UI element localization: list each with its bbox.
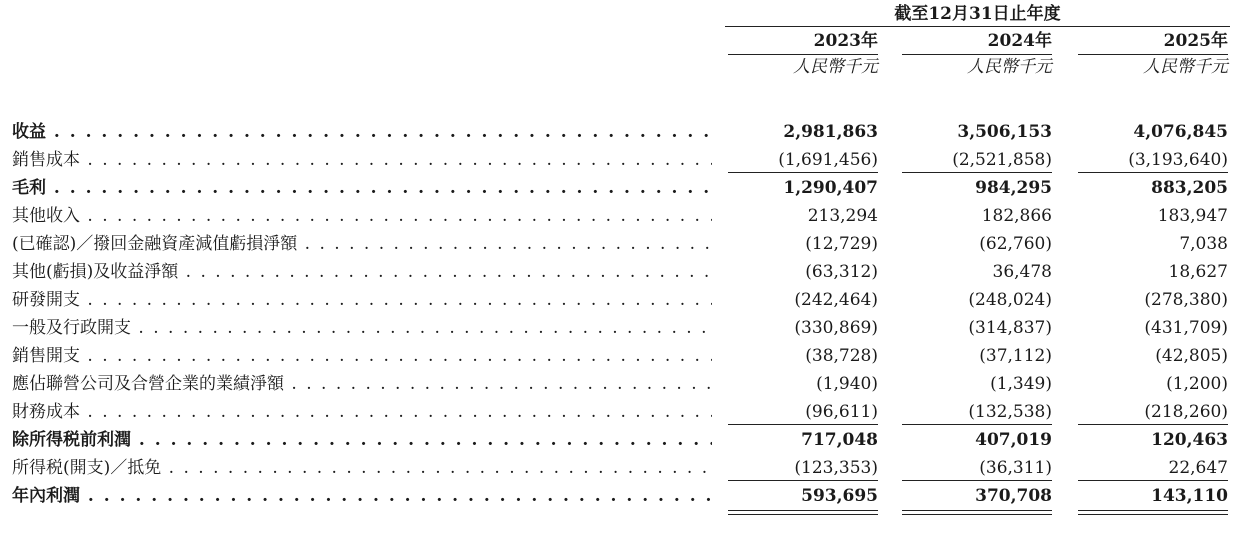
row-value-2024: (2,521,858): [952, 150, 1052, 170]
row-value-2023: (1,691,456): [778, 150, 878, 170]
row-label: 所得税(開支)／抵免 . . .: [12, 457, 712, 479]
row-value-2023: (96,611): [805, 402, 878, 422]
row-value-2025: 183,947: [1157, 206, 1228, 226]
row-value-2024: 182,866: [981, 206, 1052, 226]
column-unit: 人民幣千元: [967, 57, 1052, 77]
row-value-2025: 4,076,845: [1133, 122, 1228, 142]
row-label: (已確認)／撥回金融資產減值虧損淨額 . . .: [12, 233, 712, 255]
subtotal-rule: [728, 480, 878, 481]
row-profit-before-tax: [0, 426, 1242, 452]
row-value-2023: (63,312): [805, 262, 878, 282]
row-value-2024: (36,311): [979, 458, 1052, 478]
row-label: 銷售成本 . . .: [12, 149, 712, 171]
column-header-2025: [1078, 30, 1228, 79]
row-value-2025: (278,380): [1144, 290, 1228, 310]
row-value-2023: (12,729): [805, 234, 878, 254]
period-header-label: 截至12月31日止年度: [894, 4, 1061, 24]
row-selling-expenses: [0, 342, 1242, 368]
row-value-2025: (431,709): [1144, 318, 1228, 338]
column-header-2024: [902, 30, 1052, 79]
total-double-rule: [1078, 510, 1228, 515]
row-value-2024: (248,024): [968, 290, 1052, 310]
row-value-2023: 213,294: [807, 206, 878, 226]
subtotal-rule: [902, 172, 1052, 173]
row-label: 其他(虧損)及收益淨額 . . .: [12, 261, 712, 283]
row-rd-expenses: [0, 286, 1242, 312]
row-label: 其他收入 . . .: [12, 205, 712, 227]
row-value-2025: 143,110: [1151, 486, 1228, 506]
row-value-2024: (314,837): [968, 318, 1052, 338]
row-label: 銷售開支 . . .: [12, 345, 712, 367]
row-value-2024: 370,708: [975, 486, 1052, 506]
row-value-2025: 22,647: [1168, 458, 1228, 478]
row-other-gains-losses: [0, 258, 1242, 284]
row-gross-profit: [0, 174, 1242, 200]
row-value-2024: 3,506,153: [957, 122, 1052, 142]
row-profit-for-year: [0, 482, 1242, 508]
column-year: 2025年: [1163, 31, 1228, 51]
row-share-of-associates: [0, 370, 1242, 396]
row-label: 應佔聯營公司及合營企業的業績淨額 . . .: [12, 373, 712, 395]
row-value-2023: (38,728): [805, 346, 878, 366]
column-unit: 人民幣千元: [793, 57, 878, 77]
row-value-2024: 984,295: [975, 178, 1052, 198]
column-year: 2023年: [813, 31, 878, 51]
subtotal-rule: [902, 424, 1052, 425]
row-value-2023: (123,353): [794, 458, 878, 478]
row-value-2024: (1,349): [990, 374, 1052, 394]
row-revenue: [0, 118, 1242, 144]
row-value-2024: (62,760): [979, 234, 1052, 254]
subtotal-rule: [1078, 424, 1228, 425]
row-label: 毛利 . . .: [12, 177, 712, 199]
row-admin-expenses: [0, 314, 1242, 340]
row-value-2023: (1,940): [816, 374, 878, 394]
subtotal-rule: [902, 480, 1052, 481]
row-label: 一般及行政開支 . . .: [12, 317, 712, 339]
subtotal-rule: [1078, 172, 1228, 173]
row-value-2023: 2,981,863: [783, 122, 878, 142]
subtotal-rule: [1078, 480, 1228, 481]
row-label: 年內利潤 . . .: [12, 485, 712, 507]
row-label: 研發開支 . . .: [12, 289, 712, 311]
row-value-2025: 18,627: [1168, 262, 1228, 282]
row-value-2023: 1,290,407: [783, 178, 878, 198]
row-value-2025: 120,463: [1151, 430, 1228, 450]
total-double-rule: [728, 510, 878, 515]
row-value-2024: 36,478: [992, 262, 1052, 282]
row-value-2023: 717,048: [801, 430, 878, 450]
row-value-2023: 593,695: [801, 486, 878, 506]
subtotal-rule: [728, 172, 878, 173]
row-value-2023: (330,869): [794, 318, 878, 338]
subtotal-rule: [728, 424, 878, 425]
row-value-2024: (132,538): [968, 402, 1052, 422]
row-value-2024: 407,019: [975, 430, 1052, 450]
row-value-2025: (3,193,640): [1128, 150, 1228, 170]
column-year: 2024年: [987, 31, 1052, 51]
row-value-2024: (37,112): [979, 346, 1052, 366]
row-value-2025: (1,200): [1166, 374, 1228, 394]
row-label: 除所得税前利潤 . . .: [12, 429, 712, 451]
period-header-rule: [725, 26, 1230, 27]
row-income-tax: [0, 454, 1242, 480]
row-other-income: [0, 202, 1242, 228]
row-cost-of-sales: [0, 146, 1242, 172]
row-impairment: [0, 230, 1242, 256]
row-value-2025: (42,805): [1155, 346, 1228, 366]
total-double-rule: [902, 510, 1052, 515]
row-value-2025: 7,038: [1179, 234, 1228, 254]
period-header: [725, 2, 1230, 26]
column-unit: 人民幣千元: [1143, 57, 1228, 77]
column-header-2023: [728, 30, 878, 79]
row-value-2023: (242,464): [794, 290, 878, 310]
row-label: 收益 . . .: [12, 121, 712, 143]
row-value-2025: (218,260): [1144, 402, 1228, 422]
row-finance-costs: [0, 398, 1242, 424]
row-label: 財務成本 . . .: [12, 401, 712, 423]
row-value-2025: 883,205: [1151, 178, 1228, 198]
